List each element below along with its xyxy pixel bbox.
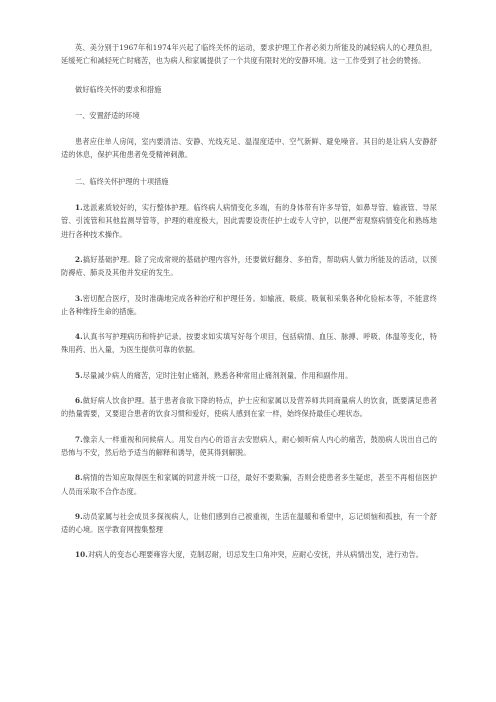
item-number: 7.	[75, 434, 83, 444]
item-text: 密切配合医疗，及时准确地完成各种治疗和护理任务。如输液、吸痰、吸氧和采集各种化验标本等，不能意终止各种维持生命的措施。	[61, 293, 437, 316]
item-text: 做好病人饮食护理。基于患者食欲下降的特点，护士应和家属以及营养师共同商量病人的饮食，既要满足患者的热量需要，又要迎合患者的饮食习惯和爱好，使病人感到在家一样，始终保持最佳心理状态。	[61, 396, 437, 419]
item-number: 8.	[75, 473, 83, 483]
list-item	[61, 548, 437, 561]
list-item	[61, 433, 437, 460]
document-page	[61, 0, 437, 562]
item-number: 4.	[75, 332, 83, 342]
list-item	[61, 330, 437, 357]
item-number: 6.	[75, 396, 83, 406]
item-number: 3.	[75, 293, 83, 303]
item-number: 1.	[75, 203, 83, 213]
item-text: 选派素质较好的，实行整体护理。临终病人病情变化多端，有的身体带有许多导管，如鼻导管、输液管、导尿管、引流管和其他监测导管等，护理的难度极大，因此需要设责任护士或专人守护，以便严密观察病情变化和熟练地进行各种技术操作。	[61, 203, 437, 239]
item-number: 2.	[75, 254, 83, 264]
section-title: 做好临终关怀的要求和措施	[75, 84, 162, 94]
item-text: 像亲人一样重视和问候病人。用发自内心的语言去安慰病人，耐心倾听病人内心的痛苦，鼓励病人说出自己的恐怖与不安，然后给予适当的解释和诱导，使其得到解脱。	[61, 434, 437, 457]
item-text: 动员家属与社会成员多探视病人，让他们感到自己被重视，生活在温暖和希望中，忘记烦恼和孤独，有一个舒适的心境。医学教育网搜集整理	[61, 511, 437, 535]
intro-paragraph: 英、美分别于1967年和1974年兴起了临终关怀的运动，要求护理工作者必须力所能及的减轻病人的心理负担，延缓死亡和减轻死亡时痛苦，也为病人和家属提供了一个共度有限时光的安静环境。这一工作受到了社会的赞扬。	[61, 43, 437, 66]
list-item	[61, 292, 437, 319]
item-text: 病情的告知应取得医生和家属的同意并统一口径，最好不要欺骗，否则会使患者多生疑虑，甚至不再相信医护人员而采取不合作态度。	[61, 473, 437, 496]
list-item	[61, 253, 437, 280]
item-number: 9.	[75, 511, 83, 521]
item-text: 搞好基础护理。除了完成常规的基础护理内容外，还要做好翻身、多拍背，帮助病人做力所能及的活动，以预防褥疮、肺炎及其他并发症的发生。	[61, 254, 437, 278]
subsection-1-text: 患者应住单人房间，室内要清洁、安静、光线充足、温湿度适中、空气新鲜、避免噪音。其目的是让病人安静舒适的休息，保护其他患者免受精神刺激。	[61, 137, 437, 160]
list-item	[61, 471, 437, 498]
subsection-2-title: 二、临终关怀护理的十项措施	[75, 176, 169, 186]
item-text: 尽量减少病人的痛苦，定时注射止痛剂，熟悉各种常用止痛剂剂量、作用和副作用。	[82, 370, 353, 380]
item-text: 对病人的变态心理要雍容大度，克制忍耐，切忌发生口角冲突，应耐心安抚，并从病情出发，进行劝告。	[87, 550, 424, 560]
list-item	[61, 201, 437, 241]
subsection-1-title: 一、安置舒适的环境	[75, 110, 140, 120]
list-item	[61, 394, 437, 421]
list-item	[61, 510, 437, 537]
item-number: 5.	[75, 370, 83, 380]
list-item	[61, 369, 437, 382]
item-text: 认真书写护理病历和特护记录。按要求如实填写好每个项目，包括病情、血压、脉搏、呼吸、体温等变化，特殊用药、出入量，为医生提供可靠的依据。	[61, 332, 437, 355]
item-number: 10.	[75, 550, 88, 560]
